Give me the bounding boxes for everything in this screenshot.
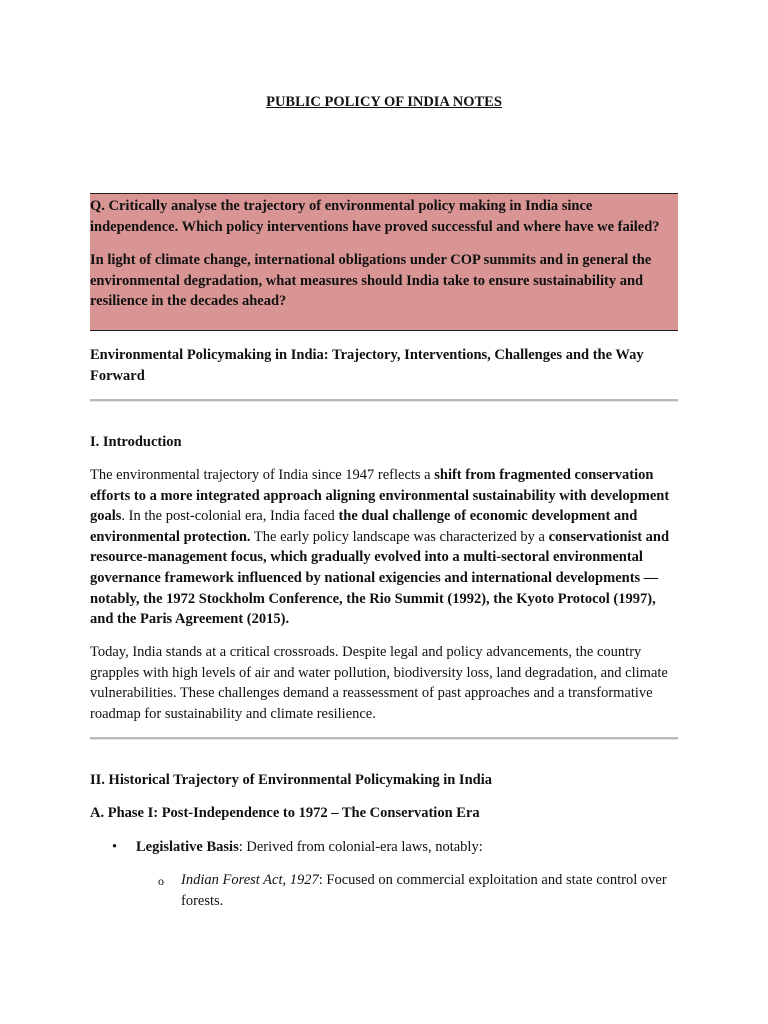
sub-list-item-text [181, 870, 678, 911]
intro-text: The environmental trajectory of India since 1947 reflects a [90, 467, 435, 483]
list-item-text [136, 837, 678, 858]
list-item-label: Legislative Basis [136, 839, 239, 855]
bullet-icon: • [112, 839, 118, 855]
sub-bullet-icon: o [158, 874, 164, 888]
section-heading-introduction: I. Introduction [90, 434, 182, 450]
horizontal-divider [90, 737, 678, 740]
horizontal-divider [90, 399, 678, 402]
document-title: PUBLIC POLICY OF INDIA NOTES [266, 94, 502, 110]
list-item [90, 837, 678, 859]
question-text-2: In light of climate change, international obligations under COP summits and in general the environmental degradation, what measures should India take to ensure sustainability and resilience in the decades ahead? [90, 252, 652, 310]
subsection-heading-phase-1: A. Phase I: Post-Independence to 1972 – The Conservation Era [90, 805, 480, 821]
intro-paragraph-2: Today, India stands at a critical crossroads. Despite legal and policy advancements, the country grapples with high levels of air and water pollution, biodiversity loss, land degradation, and climate vulnerabilities. These challenges demand a reassessment of past approaches and a transformative roadmap for sustainability and climate resilience. [90, 644, 668, 722]
intro-bold-text: the dual challenge of economic development and environmental protection. [90, 508, 638, 545]
sub-list-item-label: Indian Forest Act, 1927 [181, 872, 319, 888]
section-heading-historical-trajectory: II. Historical Trajectory of Environmental Policymaking in India [90, 772, 492, 788]
list-item-body: : Derived from colonial-era laws, notably: [238, 839, 483, 855]
intro-text: The early policy landscape was characterized by a [250, 528, 549, 545]
intro-bold-text: shift from fragmented conservation efforts to a more integrated approach aligning environmental sustainability with development goals [90, 467, 670, 525]
sub-list-item-body: : Focused on commercial exploitation and state control over forests. [181, 872, 667, 909]
question-text-1: Q. Critically analyse the trajectory of environmental policy making in India since independence. Which policy interventions have proved successful and where have we failed? [90, 198, 660, 235]
answer-heading: Environmental Policymaking in India: Trajectory, Interventions, Challenges and the Way Forward [90, 347, 644, 384]
intro-text: . In the post-colonial era, India faced [121, 508, 339, 525]
intro-bold-text: conservationist and resource-management focus, which gradually evolved into a multi-sectoral environmental governance framework influenced by national exigencies and international developments — notably, the 1972 Stockholm Conference, the Rio Summit (1992), the Kyoto Protocol (1997), and the Paris Agreement (2015). [90, 528, 670, 628]
sub-list-item [90, 870, 678, 914]
intro-paragraph-1 [90, 465, 678, 630]
question-box [90, 193, 678, 331]
